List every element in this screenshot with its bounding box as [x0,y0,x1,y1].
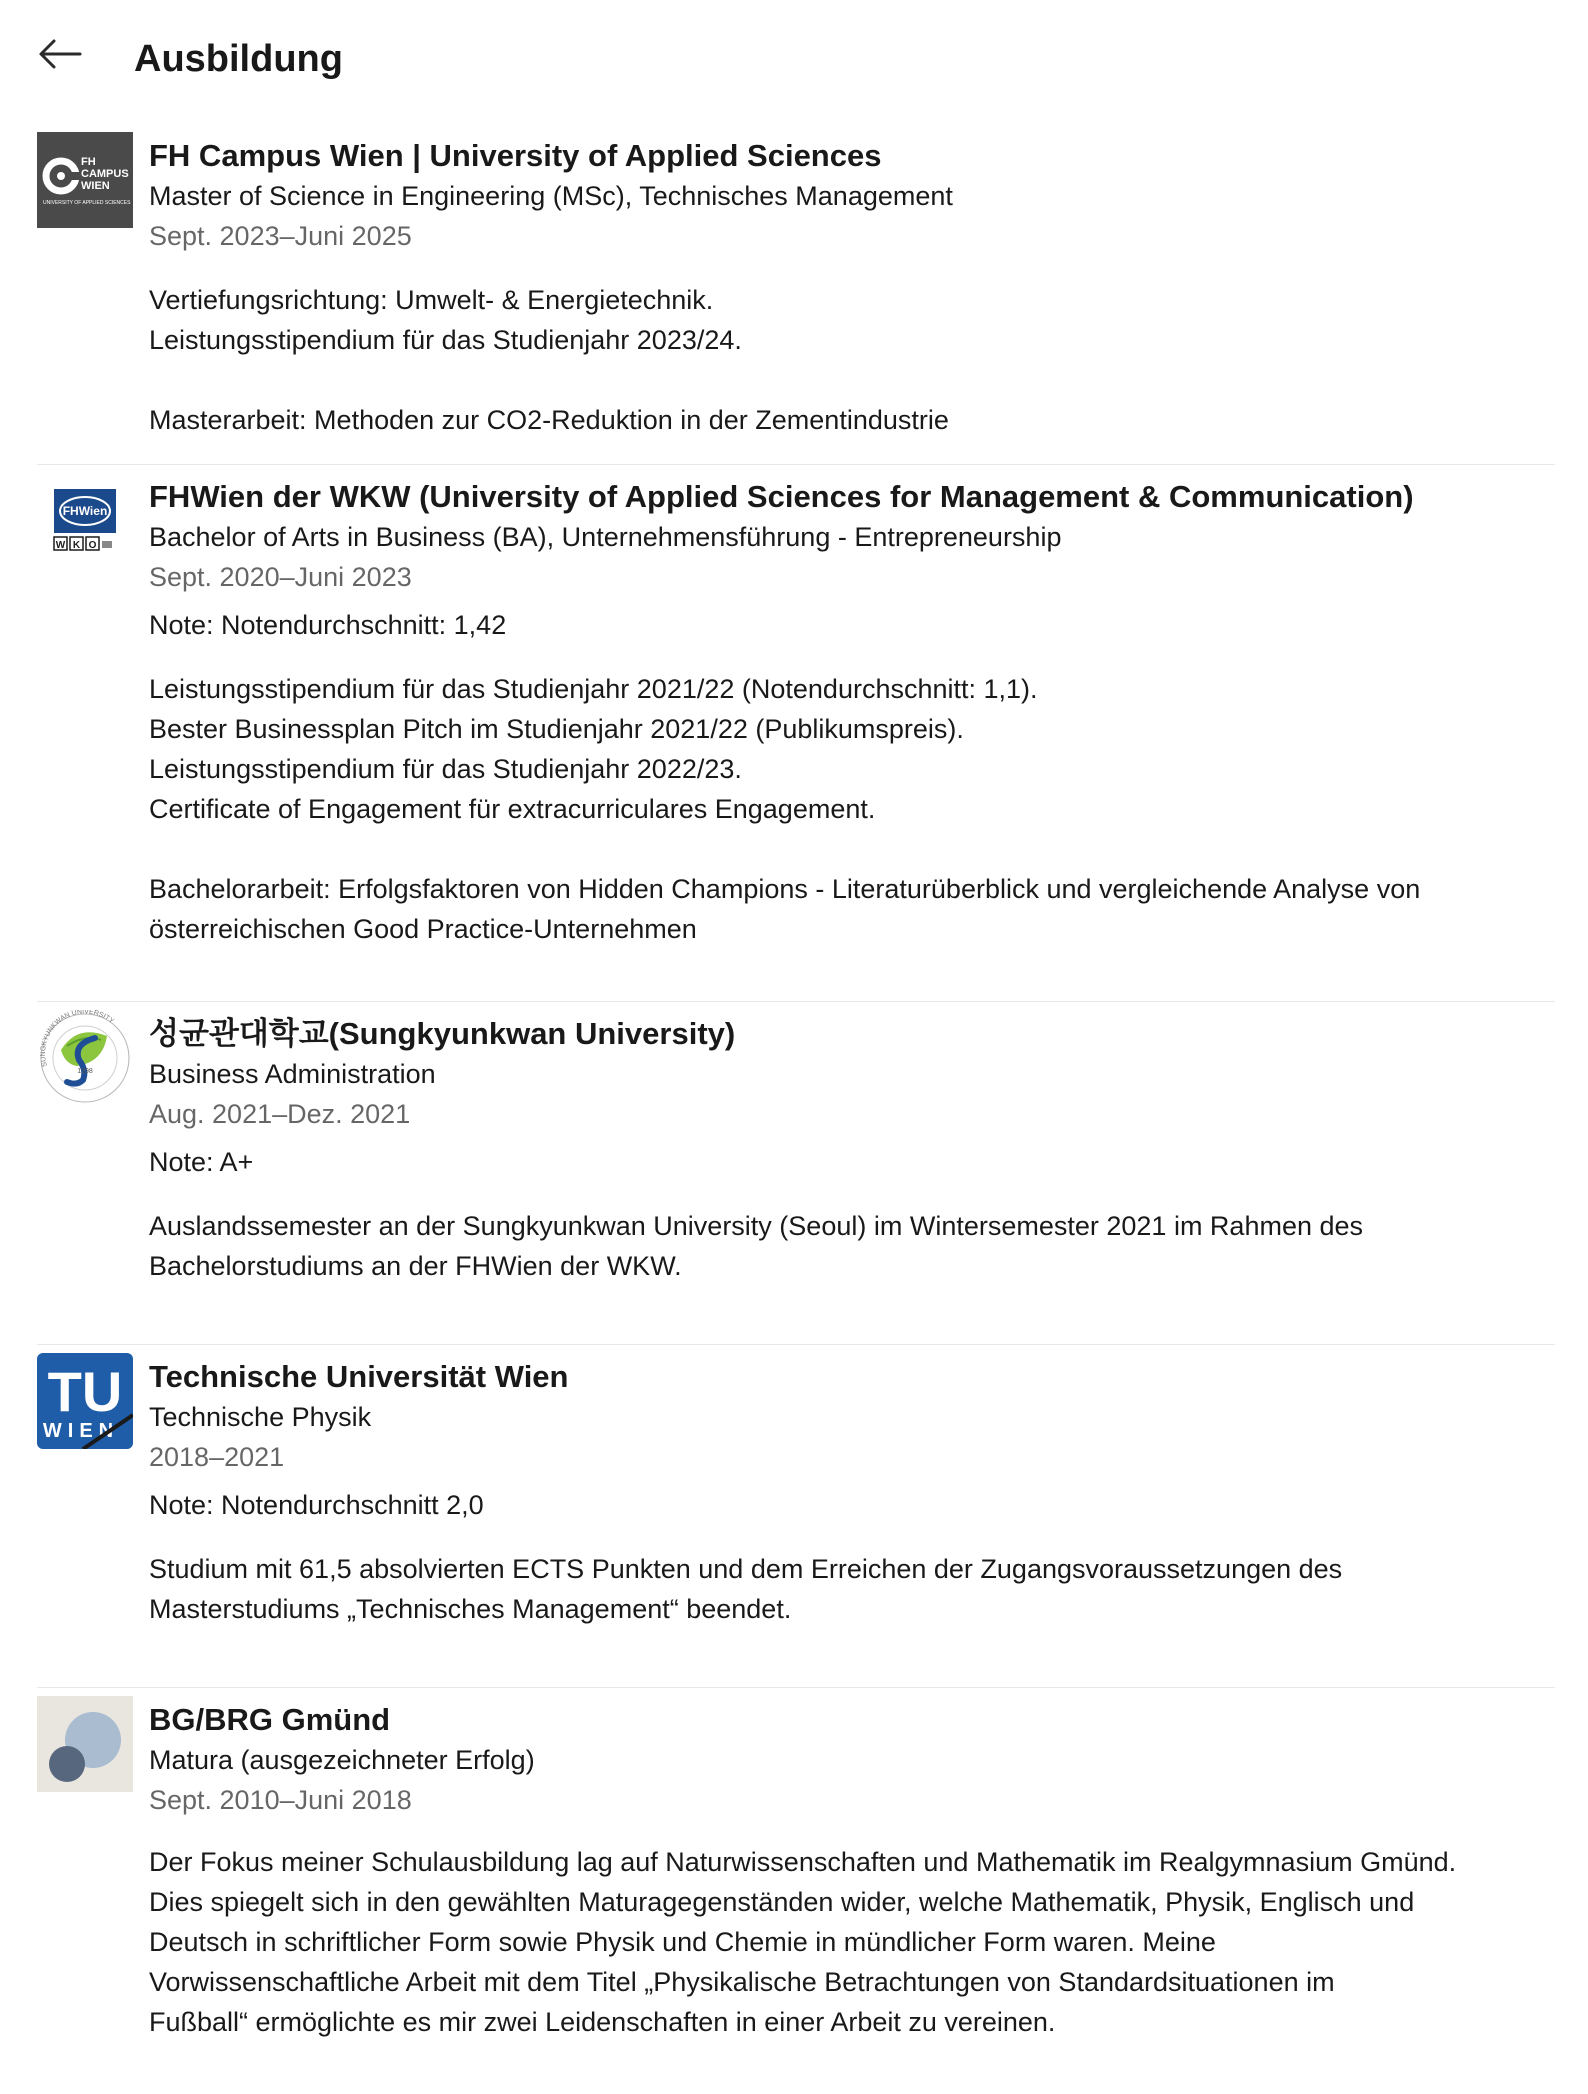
svg-text:W: W [55,540,66,551]
education-entry-fh-campus-wien [37,124,1555,464]
description-line: Der Fokus meiner Schulausbildung lag auf Naturwissenschaften und Mathematik im Realgymnasium Gmünd. [149,1847,1457,1877]
sungkyunkwan-logo[interactable] [37,1010,133,1106]
education-list [37,124,1555,2094]
school-name[interactable]: Technische Universität Wien [149,1359,569,1394]
description-line: Bachelorarbeit: Erfolgsfaktoren von Hidden Champions - Literaturüberblick und vergleichende Analyse von [149,874,1421,904]
description-line: Deutsch in schriftlicher Form sowie Physik und Chemie in mündlicher Form waren. Meine [149,1927,1216,1957]
school-name[interactable]: FH Campus Wien | University of Applied Sciences [149,138,882,173]
education-entry-tu-wien [37,1344,1555,1687]
degree: Master of Science in Engineering (MSc), Technisches Management [149,181,953,211]
grade: Note: Notendurchschnitt 2,0 [149,1490,484,1520]
description-line: österreichischen Good Practice-Unternehmen [149,914,697,944]
description-line [149,829,1555,869]
degree: Business Administration [149,1059,436,1089]
education-entry-fhwien-wkw [37,464,1555,1001]
description-line: Dies spiegelt sich in den gewählten Maturagegenständen wider, welche Mathematik, Physik, Englisch und [149,1887,1415,1917]
description-line: Certificate of Engagement für extracurriculares Engagement. [149,794,876,824]
svg-text:FHWien: FHWien [62,504,108,518]
degree: Matura (ausgezeichneter Erfolg) [149,1745,535,1775]
dates: Sept. 2023–Juni 2025 [149,221,412,251]
description-line: Fußball“ ermöglichte es mir zwei Leidenschaften in einer Arbeit zu vereinen. [149,2007,1056,2037]
degree: Bachelor of Arts in Business (BA), Unternehmensführung - Entrepreneurship [149,522,1062,552]
school-name[interactable]: BG/BRG Gmünd [149,1702,391,1737]
description [149,1206,1555,1286]
description-line: Auslandssemester an der Sungkyunkwan University (Seoul) im Wintersemester 2021 im Rahmen des [149,1211,1364,1241]
svg-text:O: O [88,540,97,551]
description-line: Vertiefungsrichtung: Umwelt- & Energietechnik. [149,285,714,315]
description-line: Bachelorstudiums an der FHWien der WKW. [149,1251,682,1281]
svg-text:K: K [72,540,81,551]
school-placeholder-logo[interactable] [37,1696,133,1792]
page-title: Ausbildung [134,38,343,80]
dates: Sept. 2010–Juni 2018 [149,1785,412,1815]
description-line: Bester Businessplan Pitch im Studienjahr 2021/22 (Publikumspreis). [149,714,964,744]
school-name[interactable]: FHWien der WKW (University of Applied Sciences for Management & Communication) [149,479,1414,514]
dates: Aug. 2021–Dez. 2021 [149,1099,411,1129]
svg-text:FH: FH [81,156,96,168]
dates: Sept. 2020–Juni 2023 [149,562,412,592]
description-line: Studium mit 61,5 absolvierten ECTS Punkten und dem Erreichen der Zugangsvoraussetzungen des [149,1554,1343,1584]
grade: Note: A+ [149,1147,254,1177]
education-entry-bg-brg-gmuend [37,1687,1555,2094]
svg-text:WIEN: WIEN [81,180,110,192]
description [149,669,1555,949]
description [149,280,1555,440]
svg-text:TU: TU [47,1360,123,1423]
education-entry-sungkyunkwan [37,1001,1555,1344]
arrow-left-icon [38,38,82,70]
description-line: Masterstudiums „Technisches Management“ beendet. [149,1594,792,1624]
description-line [149,360,1555,400]
svg-text:UNIVERSITY OF APPLIED SCIENCES: UNIVERSITY OF APPLIED SCIENCES [43,200,131,206]
degree: Technische Physik [149,1402,372,1432]
svg-text:WIEN: WIEN [42,1420,120,1442]
svg-text:CAMPUS: CAMPUS [81,168,129,180]
description-line: Leistungsstipendium für das Studienjahr 2023/24. [149,325,742,355]
school-name[interactable]: 성균관대학교(Sungkyunkwan University) [149,1016,736,1051]
description-line: Leistungsstipendium für das Studienjahr 2022/23. [149,754,742,784]
svg-text:1398: 1398 [77,1068,93,1075]
description [149,1842,1555,2042]
dates: 2018–2021 [149,1442,285,1472]
svg-text:SUNGKYUNKWAN UNIVERSITY: SUNGKYUNKWAN UNIVERSITY [39,1010,115,1068]
fh-campus-wien-logo[interactable] [37,132,133,228]
back-button[interactable] [34,28,86,80]
page-header [0,0,1588,120]
fhwien-wkw-logo[interactable] [37,473,133,569]
tu-wien-logo[interactable] [37,1353,133,1449]
description-line: Vorwissenschaftliche Arbeit mit dem Titel „Physikalische Betrachtungen von Standardsituationen im [149,1967,1335,1997]
description [149,1549,1555,1629]
description-line: Masterarbeit: Methoden zur CO2-Reduktion in der Zementindustrie [149,405,949,435]
description-line: Leistungsstipendium für das Studienjahr 2021/22 (Notendurchschnitt: 1,1). [149,674,1038,704]
grade: Note: Notendurchschnitt: 1,42 [149,610,507,640]
